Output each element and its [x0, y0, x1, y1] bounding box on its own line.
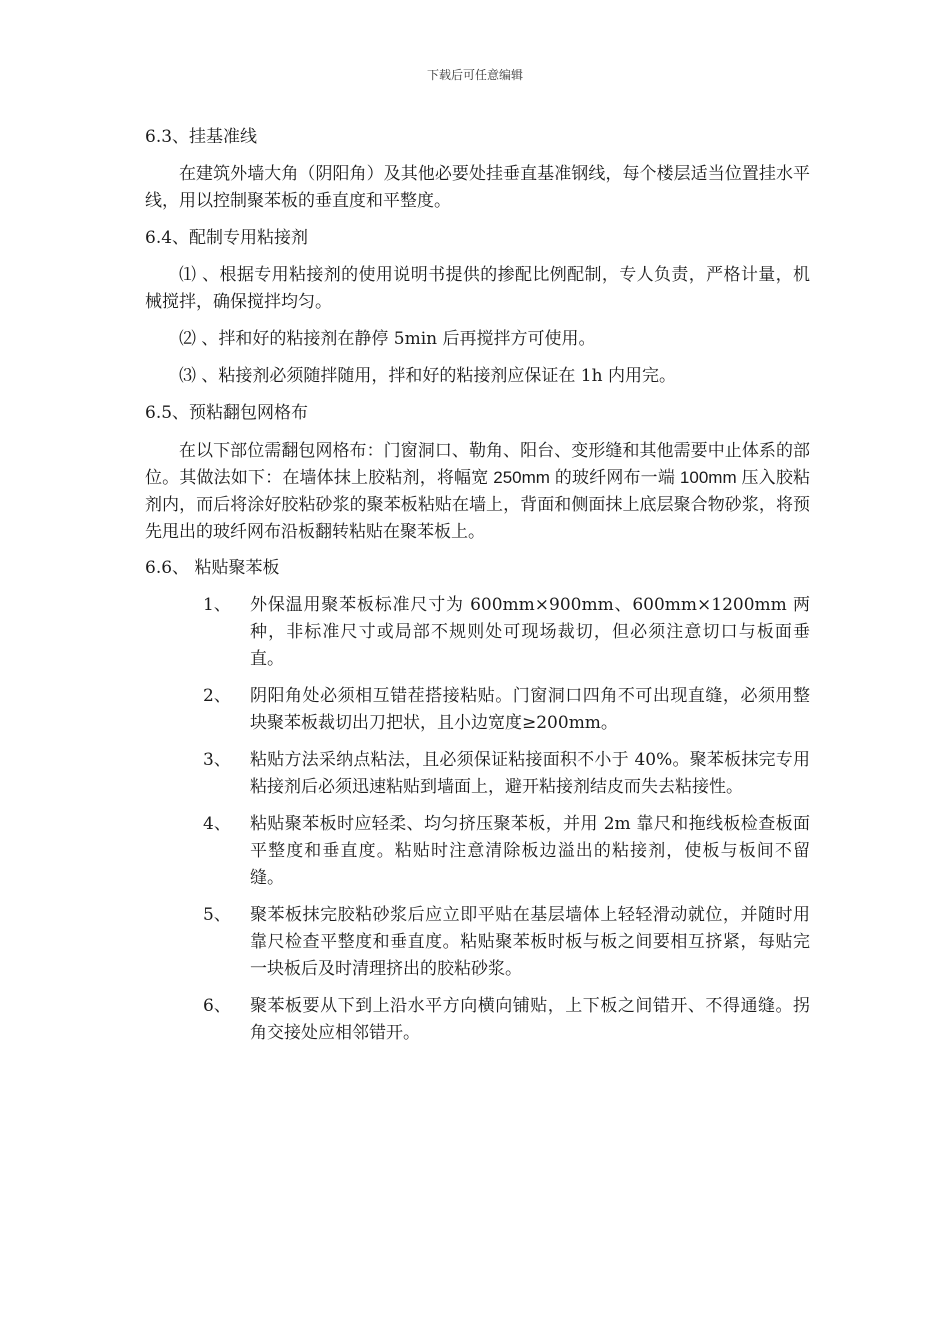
list-item-number: 1、	[203, 595, 231, 615]
list-item-number: 3、	[203, 750, 231, 770]
document-body	[145, 124, 810, 1057]
list-item	[145, 811, 810, 892]
section-6-5-heading: 6.5、预粘翻包网格布	[145, 403, 309, 423]
section-6-4-item-3: ⑶ 、粘接剂必须随拌随用，拌和好的粘接剂应保证在 1h 内用完。	[179, 366, 676, 386]
section-6-4-item-1: ⑴ 、根据专用粘接剂的使用说明书提供的掺配比例配制，专人负责，严格计量，机械搅拌，确保搅拌均匀。	[145, 265, 810, 312]
list-item-text: 外保温用聚苯板标准尺寸为 600mm×900mm、600mm×1200mm 两种，非标准尺寸或局部不规则处可现场裁切，但必须注意切口与板面垂直。	[250, 595, 810, 669]
page-header: 下载后可任意编辑	[426, 68, 523, 82]
list-item-number: 2、	[203, 686, 231, 706]
section-6-4-item-2: ⑵ 、拌和好的粘接剂在静停 5min 后再搅拌方可使用。	[179, 329, 596, 349]
list-item-text: 粘贴方法采纳点粘法，且必须保证粘接面积不小于 40%。聚苯板抹完专用粘接剂后必须迅速粘贴到墙面上，避开粘接剂结皮而失去粘接性。	[250, 750, 810, 797]
list-item	[145, 592, 810, 673]
list-item	[145, 902, 810, 983]
list-item-text: 聚苯板要从下到上沿水平方向横向铺贴，上下板之间错开、不得通缝。拐角交接处应相邻错开。	[250, 996, 810, 1043]
section-6-3-heading: 6.3、挂基准线	[145, 127, 258, 147]
list-item-text: 聚苯板抹完胶粘砂浆后应立即平贴在基层墙体上轻轻滑动就位，并随时用靠尺检查平整度和垂直度。粘贴聚苯板时板与板之间要相互挤紧，每贴完一块板后及时清理挤出的胶粘砂浆。	[250, 905, 810, 979]
list-item-number: 4、	[203, 814, 231, 834]
list-item-text: 阴阳角处必须相互错茬搭接粘贴。门窗洞口四角不可出现直缝，必须用整块聚苯板裁切出刀把状，且小边宽度≥200mm。	[250, 686, 810, 733]
section-6-5-text: 在以下部位需翻包网格布：门窗洞口、勒角、阳台、变形缝和其他需要中止体系的部位。其做法如下：在墙体抹上胶粘剂，将幅宽 250mm 的玻纤网布一端 100mm 压入胶粘剂内，而后将涂好胶粘砂浆的聚苯板粘贴在墙上，背面和侧面抹上底层聚合物砂浆，将预先甩出的玻纤网布沿板翻转粘贴在聚苯板上。	[145, 441, 810, 541]
section-6-6-list	[145, 592, 810, 1047]
list-item-text: 粘贴聚苯板时应轻柔、均匀挤压聚苯板，并用 2m 靠尺和拖线板检查板面平整度和垂直度。粘贴时注意清除板边溢出的粘接剂，使板与板间不留缝。	[250, 814, 810, 888]
list-item	[145, 747, 810, 801]
list-item-number: 5、	[203, 905, 231, 925]
section-6-3-text: 在建筑外墙大角（阴阳角）及其他必要处挂垂直基准钢线，每个楼层适当位置挂水平线，用以控制聚苯板的垂直度和平整度。	[145, 164, 810, 211]
section-6-4-heading: 6.4、配制专用粘接剂	[145, 228, 309, 248]
list-item	[145, 993, 810, 1047]
section-6-6-heading: 6.6、 粘贴聚苯板	[145, 558, 280, 578]
list-item-number: 6、	[203, 996, 231, 1016]
list-item	[145, 683, 810, 737]
